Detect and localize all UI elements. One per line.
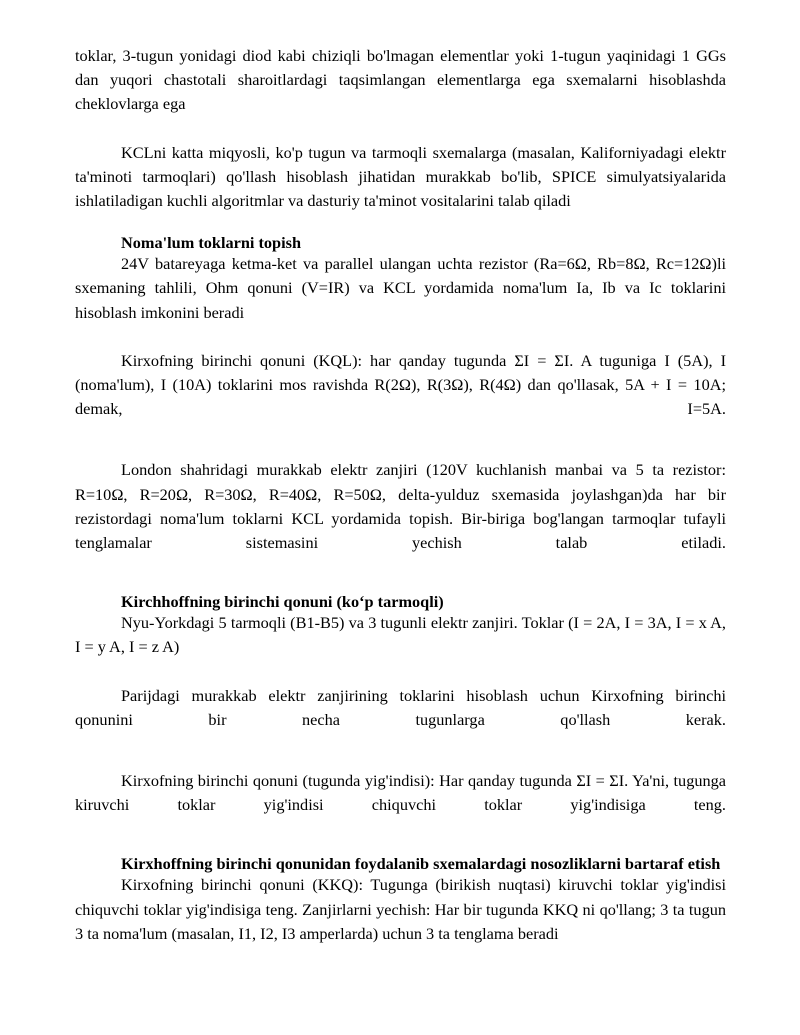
heading-troubleshooting: Kirxhoffning birinchi qonunidan foydalanib sxemalardagi nosozliklarni bartaraf etish (121, 854, 721, 874)
paragraph-london-circuit: London shahridagi murakkab elektr zanjiri (120V kuchlanish manbai va 5 ta rezistor: R=10Ω, R=20Ω, R=30Ω, R=40Ω, R=50Ω, delta-yulduz sxemasida joylashgan)da har bir rezistordagi noma'lum toklarni KCL yordamida topish. Bir-biriga bog'langan tarmoqlar tufayli tenglamalar sistemasini yechish talab etiladi. (75, 460, 726, 553)
paragraph-paris-circuit: Parijdagi murakkab elektr zanjirining toklarini hisoblash uchun Kirxofning birinchi qonunini bir necha tugunlarga qo'llash kerak. (75, 685, 726, 729)
heading-unknown-currents: Noma'lum toklarni topish (121, 233, 302, 253)
paragraph-continuation: toklar, 3-tugun yonidagi diod kabi chiziqli bo'lmagan elementlar yoki 1-tugun yaqinidagi 1 GGs dan yuqori chastotali sharoitlardagi taqsimlangan elementlarga ega sxemalarni hisoblashda cheklovlarga ega (75, 46, 726, 114)
paragraph-battery-circuit: 24V batareyaga ketma-ket va parallel ulangan uchta rezistor (Ra=6Ω, Rb=8Ω, Rc=12Ω)li sxemaning tahlili, Ohm qonuni (V=IR) va KCL yordamida noma'lum Ia, Ib va Ic toklarini hisoblash imkonini beradi (75, 254, 726, 322)
paragraph-kkq-solving: Kirxofning birinchi qonuni (KKQ): Tugunga (birikish nuqtasi) kiruvchi toklar yig'indisi chiquvchi toklar yig'indisiga teng. Zanjirlarni yechish: Har bir tugunda KKQ ni qo'llang; 3 ta tugun 3 ta noma'lum (masalan, I1, I2, I3 amperlarda) uchun 3 ta tenglama beradi (75, 875, 726, 943)
paragraph-node-sum: Kirxofning birinchi qonuni (tugunda yig'indisi): Har qanday tugunda ΣI = ΣI. Ya'ni, tugunga kiruvchi toklar yig'indisi chiquvchi toklar yig'indisiga teng. (75, 771, 726, 815)
document-page (75, 44, 726, 946)
paragraph-new-york-circuit: Nyu-Yorkdagi 5 tarmoqli (B1-B5) va 3 tugunli elektr zanjiri. Toklar (I = 2A, I = 3A, I = x A, I = y A, I = z A) (75, 613, 726, 657)
heading-kirchhoff-first-law: Kirchhoffning birinchi qonuni (ko‘p tarmoqli) (121, 592, 444, 612)
paragraph-kql-example: Kirxofning birinchi qonuni (KQL): har qanday tugunda ΣI = ΣI. A tuguniga I (5A), I (noma'lum), I (10A) toklarini mos ravishda R(2Ω), R(3Ω), R(4Ω) dan qo'llasak, 5A + I = 10A; demak, I=5A. (75, 350, 726, 419)
paragraph-kcl-large-scale: KCLni katta miqyosli, ko'p tugun va tarmoqli sxemalarga (masalan, Kaliforniyadagi elektr ta'minoti tarmoqlari) qo'llash hisoblash jihatidan murakkab bo'lib, SPICE simulyatsiyalarida ishlatiladigan kuchli algoritmlar va dasturiy ta'minot vositalarini talab qiladi (75, 142, 726, 211)
